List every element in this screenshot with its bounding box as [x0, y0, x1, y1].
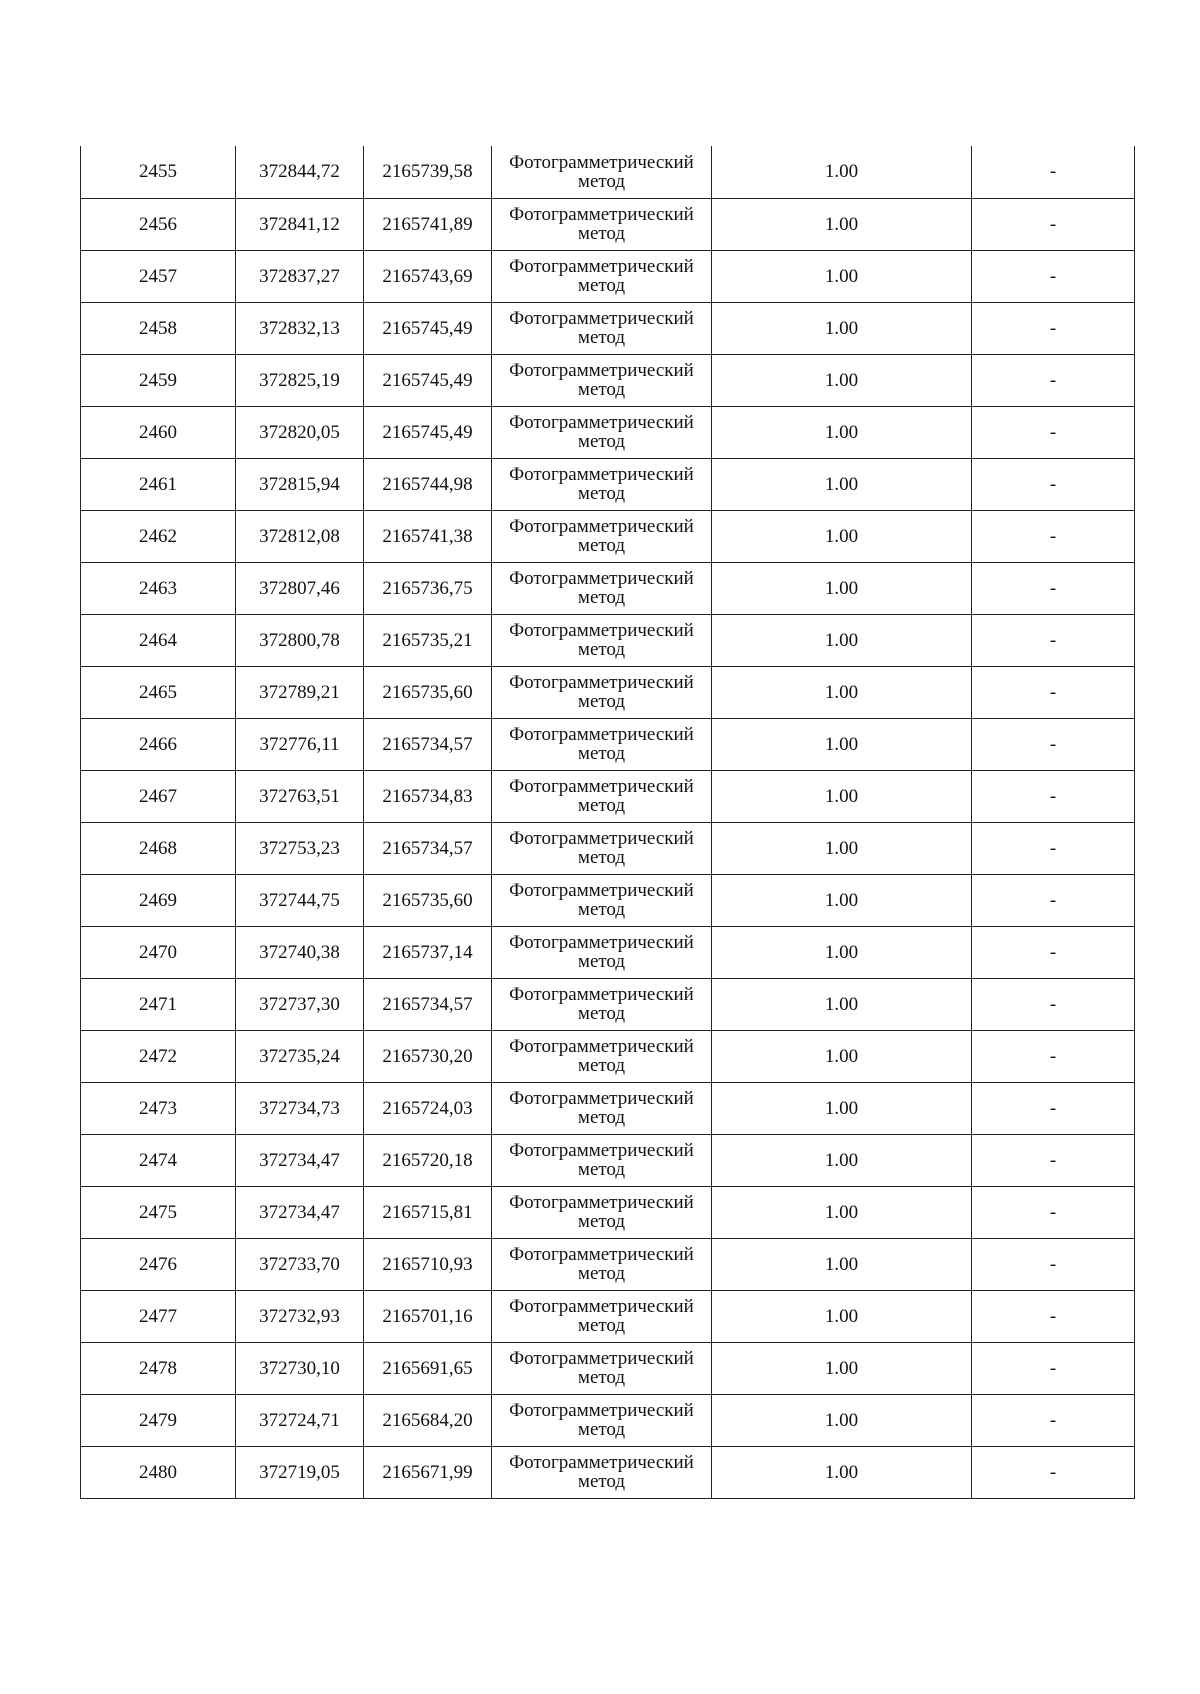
x-coordinate-cell: 372815,94 [236, 458, 364, 510]
method-line-1: Фотограмметрический [509, 620, 694, 641]
y-coordinate-cell: 2165684,20 [364, 1394, 492, 1446]
point-number-cell: 2468 [81, 822, 236, 874]
note-cell: - [972, 978, 1135, 1030]
coordinates-table-body [81, 146, 1135, 1498]
method-cell [492, 718, 712, 770]
method-cell [492, 822, 712, 874]
table-row [81, 926, 1135, 978]
note-cell: - [972, 1446, 1135, 1498]
point-number-cell: 2473 [81, 1082, 236, 1134]
y-coordinate-cell: 2165735,60 [364, 666, 492, 718]
accuracy-cell: 1.00 [712, 1342, 972, 1394]
method-cell [492, 1082, 712, 1134]
table-row [81, 458, 1135, 510]
y-coordinate-cell: 2165735,60 [364, 874, 492, 926]
table-row [81, 1186, 1135, 1238]
note-cell: - [972, 718, 1135, 770]
y-coordinate-cell: 2165671,99 [364, 1446, 492, 1498]
point-number-cell: 2472 [81, 1030, 236, 1082]
method-line-2: метод [577, 1055, 626, 1076]
point-number-cell: 2467 [81, 770, 236, 822]
x-coordinate-cell: 372776,11 [236, 718, 364, 770]
accuracy-cell: 1.00 [712, 354, 972, 406]
table-row [81, 510, 1135, 562]
method-cell [492, 770, 712, 822]
method-cell [492, 354, 712, 406]
method-line-1: Фотограмметрический [509, 880, 694, 901]
y-coordinate-cell: 2165691,65 [364, 1342, 492, 1394]
point-number-cell: 2457 [81, 250, 236, 302]
x-coordinate-cell: 372737,30 [236, 978, 364, 1030]
y-coordinate-cell: 2165745,49 [364, 354, 492, 406]
x-coordinate-cell: 372734,73 [236, 1082, 364, 1134]
y-coordinate-cell: 2165734,57 [364, 822, 492, 874]
method-cell [492, 874, 712, 926]
accuracy-cell: 1.00 [712, 1030, 972, 1082]
method-line-2: метод [577, 587, 626, 608]
y-coordinate-cell: 2165737,14 [364, 926, 492, 978]
method-line-1: Фотограмметрический [509, 1400, 694, 1421]
table-row [81, 718, 1135, 770]
y-coordinate-cell: 2165744,98 [364, 458, 492, 510]
point-number-cell: 2477 [81, 1290, 236, 1342]
x-coordinate-cell: 372744,75 [236, 874, 364, 926]
x-coordinate-cell: 372734,47 [236, 1134, 364, 1186]
method-cell [492, 146, 712, 198]
method-cell [492, 978, 712, 1030]
x-coordinate-cell: 372740,38 [236, 926, 364, 978]
note-cell: - [972, 1342, 1135, 1394]
accuracy-cell: 1.00 [712, 1082, 972, 1134]
note-cell: - [972, 302, 1135, 354]
y-coordinate-cell: 2165743,69 [364, 250, 492, 302]
x-coordinate-cell: 372719,05 [236, 1446, 364, 1498]
x-coordinate-cell: 372832,13 [236, 302, 364, 354]
x-coordinate-cell: 372807,46 [236, 562, 364, 614]
y-coordinate-cell: 2165741,89 [364, 198, 492, 250]
accuracy-cell: 1.00 [712, 822, 972, 874]
accuracy-cell: 1.00 [712, 250, 972, 302]
y-coordinate-cell: 2165734,57 [364, 978, 492, 1030]
method-cell [492, 458, 712, 510]
method-line-2: метод [577, 223, 626, 244]
point-number-cell: 2462 [81, 510, 236, 562]
point-number-cell: 2476 [81, 1238, 236, 1290]
note-cell: - [972, 614, 1135, 666]
method-line-1: Фотограмметрический [509, 932, 694, 953]
note-cell: - [972, 198, 1135, 250]
method-line-1: Фотограмметрический [509, 360, 694, 381]
point-number-cell: 2460 [81, 406, 236, 458]
accuracy-cell: 1.00 [712, 510, 972, 562]
table-row [81, 1290, 1135, 1342]
method-cell [492, 614, 712, 666]
method-line-1: Фотограмметрический [509, 412, 694, 433]
x-coordinate-cell: 372789,21 [236, 666, 364, 718]
method-line-2: метод [577, 691, 626, 712]
point-number-cell: 2474 [81, 1134, 236, 1186]
method-line-1: Фотограмметрический [509, 1348, 694, 1369]
note-cell: - [972, 1394, 1135, 1446]
y-coordinate-cell: 2165730,20 [364, 1030, 492, 1082]
method-line-2: метод [577, 847, 626, 868]
note-cell: - [972, 458, 1135, 510]
point-number-cell: 2458 [81, 302, 236, 354]
note-cell: - [972, 874, 1135, 926]
note-cell: - [972, 562, 1135, 614]
method-line-2: метод [577, 795, 626, 816]
note-cell: - [972, 510, 1135, 562]
table-row [81, 1082, 1135, 1134]
accuracy-cell: 1.00 [712, 1238, 972, 1290]
table-row [81, 978, 1135, 1030]
method-line-1: Фотограмметрический [509, 724, 694, 745]
y-coordinate-cell: 2165734,83 [364, 770, 492, 822]
method-line-1: Фотограмметрический [509, 151, 694, 173]
method-cell [492, 1186, 712, 1238]
note-cell: - [972, 1238, 1135, 1290]
x-coordinate-cell: 372820,05 [236, 406, 364, 458]
point-number-cell: 2463 [81, 562, 236, 614]
x-coordinate-cell: 372841,12 [236, 198, 364, 250]
table-row [81, 822, 1135, 874]
table-row [81, 250, 1135, 302]
accuracy-cell: 1.00 [712, 458, 972, 510]
method-line-1: Фотограмметрический [509, 1140, 694, 1161]
method-line-1: Фотограмметрический [509, 308, 694, 329]
method-line-2: метод [577, 1159, 626, 1180]
method-line-2: метод [577, 431, 626, 452]
note-cell: - [972, 1082, 1135, 1134]
y-coordinate-cell: 2165741,38 [364, 510, 492, 562]
accuracy-cell: 1.00 [712, 1290, 972, 1342]
accuracy-cell: 1.00 [712, 666, 972, 718]
table-row [81, 1238, 1135, 1290]
coordinates-table [80, 146, 1135, 1499]
y-coordinate-cell: 2165745,49 [364, 302, 492, 354]
method-line-1: Фотограмметрический [509, 1296, 694, 1317]
note-cell: - [972, 1030, 1135, 1082]
method-cell [492, 1238, 712, 1290]
table-row [81, 302, 1135, 354]
point-number-cell: 2478 [81, 1342, 236, 1394]
x-coordinate-cell: 372730,10 [236, 1342, 364, 1394]
x-coordinate-cell: 372735,24 [236, 1030, 364, 1082]
accuracy-cell: 1.00 [712, 978, 972, 1030]
method-line-1: Фотограмметрический [509, 516, 694, 537]
note-cell: - [972, 666, 1135, 718]
x-coordinate-cell: 372825,19 [236, 354, 364, 406]
point-number-cell: 2455 [81, 146, 236, 198]
method-line-1: Фотограмметрический [509, 1036, 694, 1057]
method-line-1: Фотограмметрический [509, 1452, 694, 1473]
point-number-cell: 2475 [81, 1186, 236, 1238]
method-line-2: метод [577, 170, 626, 192]
note-cell: - [972, 250, 1135, 302]
point-number-cell: 2479 [81, 1394, 236, 1446]
accuracy-cell: 1.00 [712, 146, 972, 198]
method-line-1: Фотограмметрический [509, 1088, 694, 1109]
method-cell [492, 1394, 712, 1446]
point-number-cell: 2459 [81, 354, 236, 406]
table-row [81, 406, 1135, 458]
note-cell: - [972, 822, 1135, 874]
point-number-cell: 2465 [81, 666, 236, 718]
method-cell [492, 1134, 712, 1186]
x-coordinate-cell: 372732,93 [236, 1290, 364, 1342]
accuracy-cell: 1.00 [712, 1446, 972, 1498]
table-row [81, 874, 1135, 926]
accuracy-cell: 1.00 [712, 770, 972, 822]
method-cell [492, 302, 712, 354]
method-line-2: метод [577, 899, 626, 920]
point-number-cell: 2470 [81, 926, 236, 978]
x-coordinate-cell: 372763,51 [236, 770, 364, 822]
accuracy-cell: 1.00 [712, 1186, 972, 1238]
method-line-2: метод [577, 483, 626, 504]
y-coordinate-cell: 2165736,75 [364, 562, 492, 614]
point-number-cell: 2456 [81, 198, 236, 250]
method-cell [492, 1030, 712, 1082]
y-coordinate-cell: 2165715,81 [364, 1186, 492, 1238]
method-line-2: метод [577, 1367, 626, 1388]
note-cell: - [972, 1134, 1135, 1186]
method-cell [492, 510, 712, 562]
note-cell: - [972, 146, 1135, 198]
method-line-1: Фотограмметрический [509, 1192, 694, 1213]
method-cell [492, 1290, 712, 1342]
table-row [81, 666, 1135, 718]
note-cell: - [972, 406, 1135, 458]
accuracy-cell: 1.00 [712, 406, 972, 458]
method-line-1: Фотограмметрический [509, 776, 694, 797]
method-line-1: Фотограмметрический [509, 204, 694, 225]
table-row [81, 614, 1135, 666]
accuracy-cell: 1.00 [712, 874, 972, 926]
accuracy-cell: 1.00 [712, 1134, 972, 1186]
method-cell [492, 1342, 712, 1394]
method-line-2: метод [577, 743, 626, 764]
table-row [81, 1394, 1135, 1446]
method-line-2: метод [577, 951, 626, 972]
table-row [81, 354, 1135, 406]
method-line-2: метод [577, 327, 626, 348]
y-coordinate-cell: 2165739,58 [364, 146, 492, 198]
accuracy-cell: 1.00 [712, 926, 972, 978]
accuracy-cell: 1.00 [712, 1394, 972, 1446]
accuracy-cell: 1.00 [712, 198, 972, 250]
x-coordinate-cell: 372800,78 [236, 614, 364, 666]
method-line-1: Фотограмметрический [509, 984, 694, 1005]
y-coordinate-cell: 2165720,18 [364, 1134, 492, 1186]
note-cell: - [972, 1186, 1135, 1238]
x-coordinate-cell: 372753,23 [236, 822, 364, 874]
x-coordinate-cell: 372812,08 [236, 510, 364, 562]
y-coordinate-cell: 2165724,03 [364, 1082, 492, 1134]
method-line-2: метод [577, 1107, 626, 1128]
point-number-cell: 2461 [81, 458, 236, 510]
method-line-2: метод [577, 1315, 626, 1336]
method-line-2: метод [577, 379, 626, 400]
method-line-1: Фотограмметрический [509, 672, 694, 693]
method-cell [492, 1446, 712, 1498]
method-line-2: метод [577, 535, 626, 556]
point-number-cell: 2464 [81, 614, 236, 666]
method-cell [492, 250, 712, 302]
table-row [81, 1446, 1135, 1498]
method-cell [492, 562, 712, 614]
x-coordinate-cell: 372724,71 [236, 1394, 364, 1446]
method-cell [492, 406, 712, 458]
method-line-2: метод [577, 1211, 626, 1232]
method-cell [492, 198, 712, 250]
method-line-1: Фотограмметрический [509, 464, 694, 485]
table-row [81, 562, 1135, 614]
note-cell: - [972, 354, 1135, 406]
method-line-2: метод [577, 639, 626, 660]
point-number-cell: 2469 [81, 874, 236, 926]
x-coordinate-cell: 372734,47 [236, 1186, 364, 1238]
table-row [81, 198, 1135, 250]
point-number-cell: 2471 [81, 978, 236, 1030]
method-line-2: метод [577, 1471, 626, 1492]
x-coordinate-cell: 372733,70 [236, 1238, 364, 1290]
y-coordinate-cell: 2165701,16 [364, 1290, 492, 1342]
method-line-2: метод [577, 1003, 626, 1024]
table-row [81, 1342, 1135, 1394]
table-row [81, 1030, 1135, 1082]
method-line-1: Фотограмметрический [509, 828, 694, 849]
x-coordinate-cell: 372837,27 [236, 250, 364, 302]
point-number-cell: 2466 [81, 718, 236, 770]
method-cell [492, 666, 712, 718]
table-row [81, 1134, 1135, 1186]
table-row [81, 770, 1135, 822]
accuracy-cell: 1.00 [712, 718, 972, 770]
method-cell [492, 926, 712, 978]
y-coordinate-cell: 2165710,93 [364, 1238, 492, 1290]
method-line-1: Фотограмметрический [509, 568, 694, 589]
method-line-1: Фотограмметрический [509, 256, 694, 277]
accuracy-cell: 1.00 [712, 562, 972, 614]
note-cell: - [972, 1290, 1135, 1342]
method-line-2: метод [577, 275, 626, 296]
accuracy-cell: 1.00 [712, 614, 972, 666]
y-coordinate-cell: 2165735,21 [364, 614, 492, 666]
method-line-1: Фотограмметрический [509, 1244, 694, 1265]
y-coordinate-cell: 2165734,57 [364, 718, 492, 770]
method-line-2: метод [577, 1419, 626, 1440]
table-row [81, 146, 1135, 198]
note-cell: - [972, 770, 1135, 822]
x-coordinate-cell: 372844,72 [236, 146, 364, 198]
point-number-cell: 2480 [81, 1446, 236, 1498]
accuracy-cell: 1.00 [712, 302, 972, 354]
y-coordinate-cell: 2165745,49 [364, 406, 492, 458]
note-cell: - [972, 926, 1135, 978]
method-line-2: метод [577, 1263, 626, 1284]
